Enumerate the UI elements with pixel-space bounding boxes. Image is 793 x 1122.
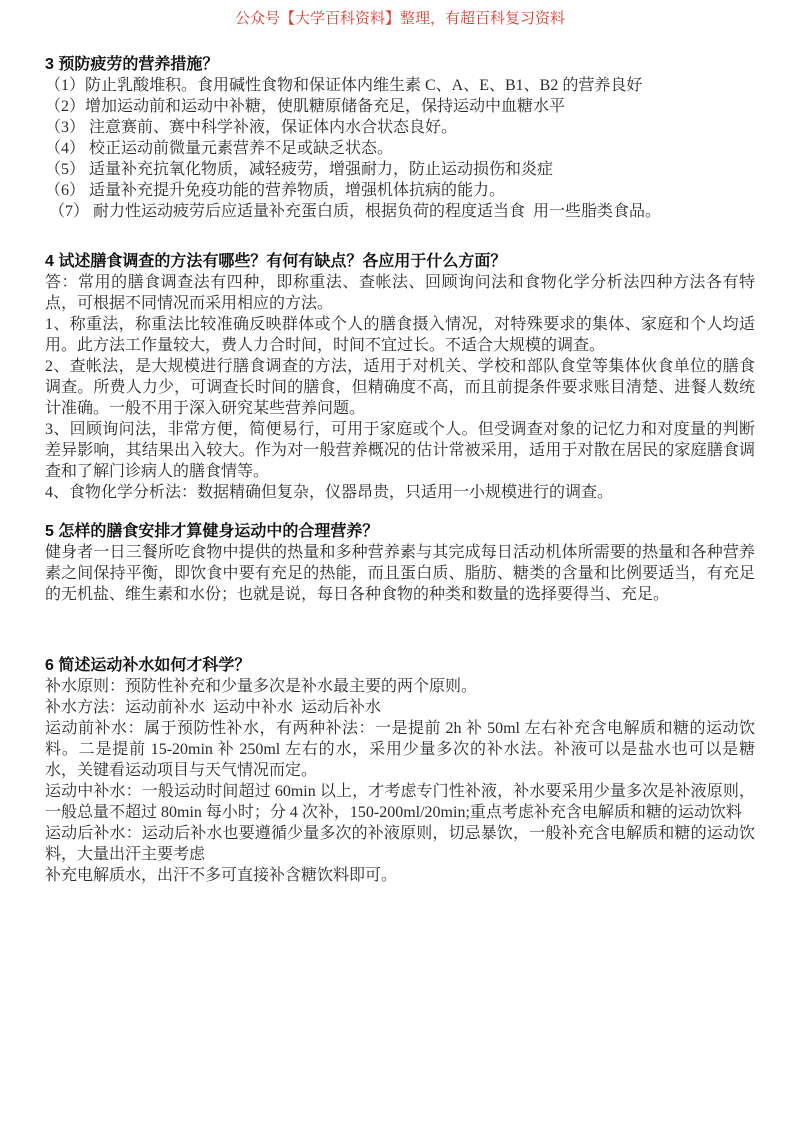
section-3-item: （3） 注意赛前、赛中科学补液，保证体内水合状态良好。: [45, 119, 458, 136]
section-5-answer-paragraph: 健身者一日三餐所吃食物中提供的热量和多种营养素与其完成每日活动机体所需要的热量和各种营养素之间保持平衡，即饮食中要有充足的热能，而且蛋白质、脂肪、糖类的含量和比例要适当，有充足的无机盐、维生素和水份；也就是说，每日各种食物的种类和数量的选择要得当、充足。: [45, 544, 755, 603]
section-4: [45, 251, 755, 503]
section-6: [45, 655, 755, 886]
section-3-heading: 3 预防疲劳的营养措施？: [45, 56, 219, 73]
section-4-answer-paragraph: 答：常用的膳食调查法有四种，即称重法、查帐法、回顾询问法和食物化学分析法四种方法各有特点，可根据不同情况而采用相应的方法。: [45, 274, 755, 312]
section-3: [45, 54, 755, 222]
section-6-heading: 6 简述运动补水如何才科学？: [45, 657, 251, 674]
section-6-during-exercise: 运动中补水：一般运动时间超过 60min 以上，才考虑专门性补液，补水要采用少量多次是补液原则，一般总量不超过 80min 每小时；分 4 次补，150-200ml/20min;重点考虑补充含电解质和糖的运动饮料: [45, 783, 755, 821]
section-6-methods: 补水方法：运动前补水 运动中补水 运动后补水: [45, 699, 382, 716]
section-3-item: （5） 适量补充抗氧化物质，减轻疲劳，增强耐力，防止运动损伤和炎症: [45, 161, 554, 178]
section-4-method-weighing: 1、称重法，称重法比较准确反映群体或个人的膳食摄入情况，对特殊要求的集体、家庭和个人均适用。此方法工作量较大，费人力合时间，时间不宜过长。不适合大规模的调查。: [45, 316, 755, 354]
section-3-item: （7） 耐力性运动疲劳后应适量补充蛋白质，根据负荷的程度适当食 用一些脂类食品。: [45, 203, 662, 220]
section-4-method-accounting: 2、查帐法，是大规模进行膳食调查的方法，适用于对机关、学校和部队食堂等集体伙食单位的膳食调查。所费人力少，可调查长时间的膳食，但精确度不高，而且前提条件要求账目清楚、进餐人数统计准确。一般不用于深入研究某些营养问题。: [45, 358, 755, 417]
doc-header-watermark: 公众号【大学百科资料】整理，有超百科复习资料: [234, 11, 565, 27]
section-6-after-exercise: 运动后补水：运动后补水也要遵循少量多次的补液原则，切忌暴饮，一般补充含电解质和糖的运动饮料，大量出汗主要考虑: [45, 825, 755, 863]
section-4-method-recall: 3、回顾询问法，非常方便，简便易行，可用于家庭或个人。但受调查对象的记忆力和对度量的判断差异影响，其结果出入较大。作为对一般营养概况的估计常被采用，适用于对散在居民的家庭膳食调查和了解门诊病人的膳食情等。: [45, 421, 755, 480]
section-3-item: （4） 校正运动前微量元素营养不足或缺乏状态。: [45, 140, 394, 157]
section-5-heading: 5 怎样的膳食安排才算健身运动中的合理营养？: [45, 523, 379, 540]
section-6-before-exercise: 运动前补水：属于预防性补水，有两种补法：一是提前 2h 补 50ml 左右补充含电解质和糖的运动饮料。二是提前 15-20min 补 250ml 左右的水，采用少量多次的补水法。补液可以是盐水也可以是糖水，关键看运动项目与天气情况而定。: [45, 720, 755, 779]
section-5: [45, 521, 755, 605]
section-6-principle: 补水原则：预防性补充和少量多次是补水最主要的两个原则。: [45, 678, 478, 695]
section-3-item: （2）增加运动前和运动中补糖，使肌糖原储备充足，保持运动中血糖水平: [45, 98, 566, 115]
section-3-item: （1）防止乳酸堆积。食用碱性食物和保证体内维生素 C、A、E、B1、B2 的营养良好: [45, 77, 643, 94]
section-6-electrolyte-note: 补充电解质水，出汗不多可直接补含糖饮料即可。: [45, 867, 398, 884]
section-3-item: （6） 适量补充提升免疫功能的营养物质，增强机体抗病的能力。: [45, 182, 506, 199]
section-4-method-chemical: 4、食物化学分析法：数据精确但复杂，仪器昂贵，只适用一小规模进行的调查。: [45, 484, 614, 501]
section-4-heading: 4 试述膳食调查的方法有哪些？有何有缺点？各应用于什么方面？: [45, 253, 507, 270]
